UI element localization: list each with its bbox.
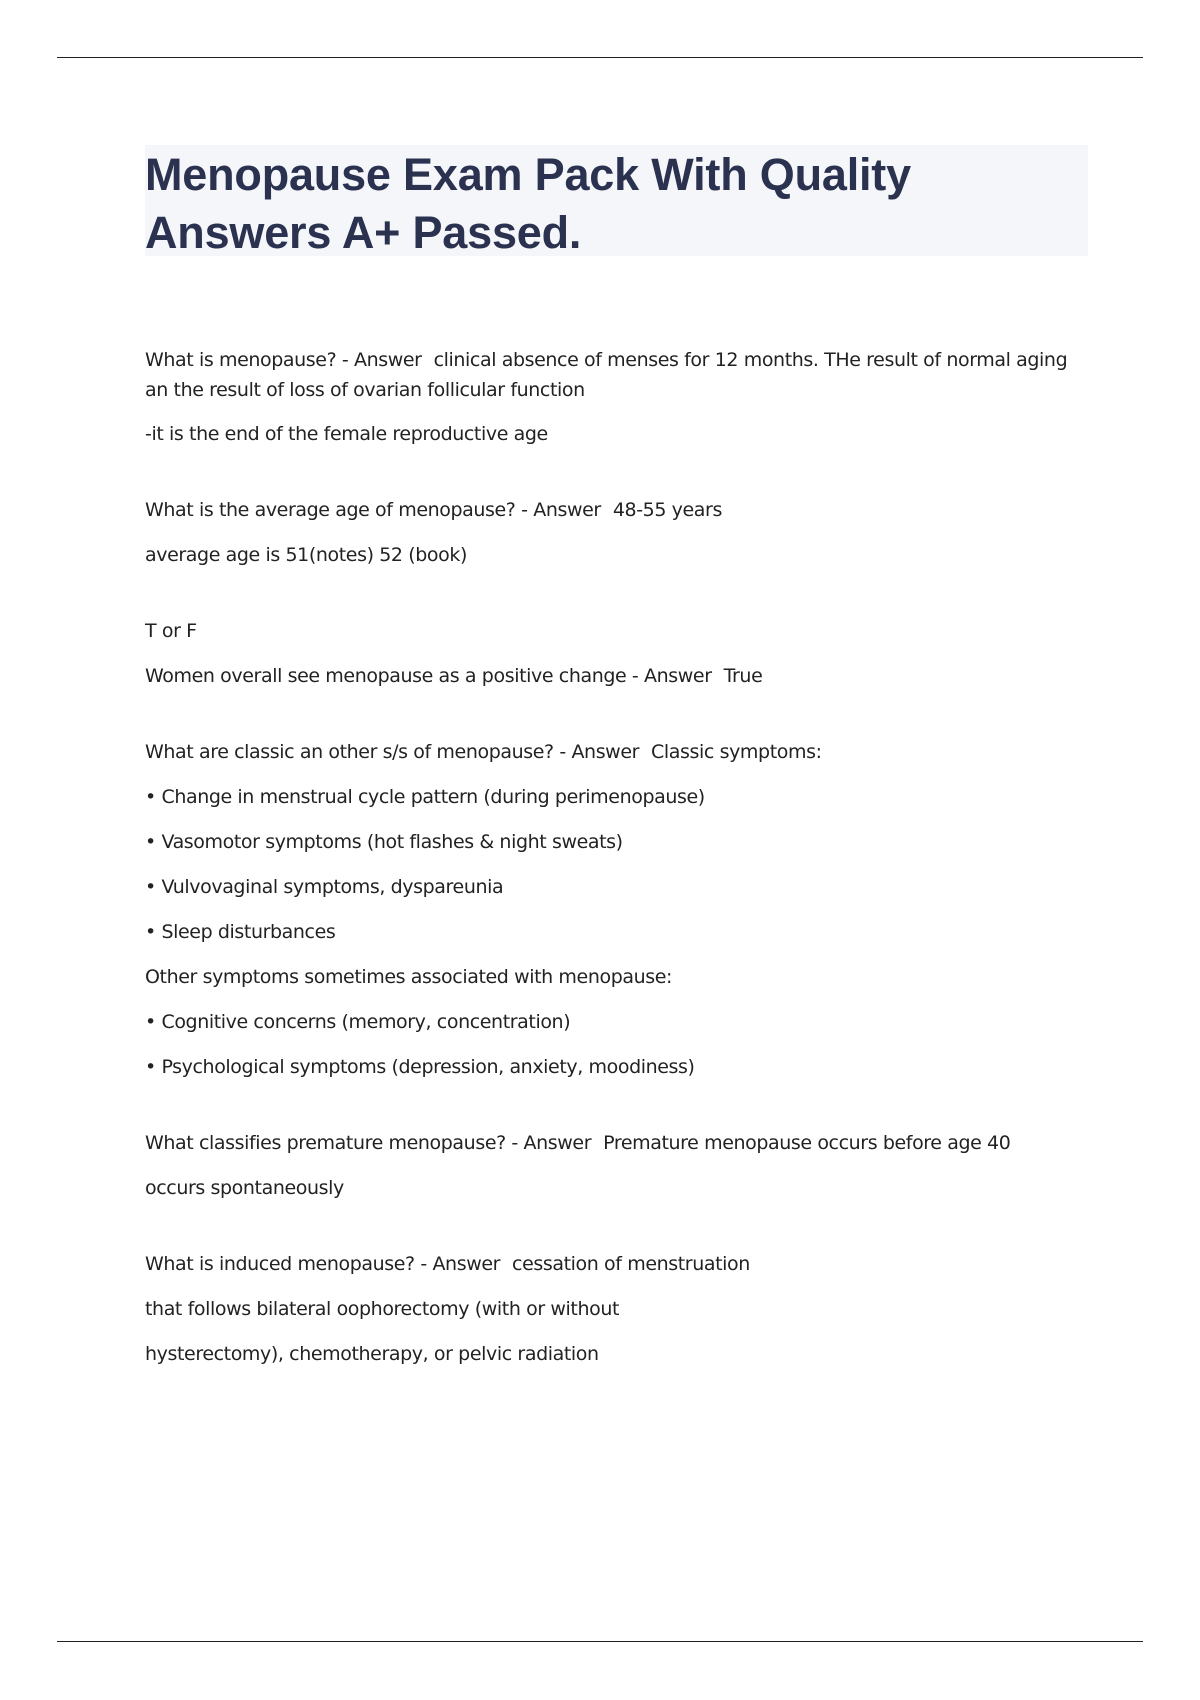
qa-extra-line: that follows bilateral oophorectomy (with or without (145, 1298, 620, 1320)
document-title: Menopause Exam Pack With Quality Answers A+ Passed. (145, 149, 911, 258)
qa-question: What is induced menopause? - Answer (145, 1253, 501, 1275)
qa-question: What is the average age of menopause? - Answer (145, 499, 601, 521)
qa-question-line (145, 345, 1090, 405)
qa-extra-line: Other symptoms sometimes associated with menopause: (145, 966, 673, 988)
qa-item (145, 737, 1090, 1082)
qa-question: Women overall see menopause as a positive change - Answer (145, 665, 712, 687)
qa-question-line (145, 737, 1090, 767)
qa-extra-line: • Change in menstrual cycle pattern (during perimenopause) (145, 786, 705, 808)
qa-item (145, 1128, 1090, 1203)
qa-extra-line: • Vulvovaginal symptoms, dyspareunia (145, 876, 504, 898)
qa-answer: True (723, 665, 763, 687)
qa-list (145, 345, 1090, 1415)
qa-answer: Premature menopause occurs before age 40 (603, 1132, 1011, 1154)
qa-extra-line: occurs spontaneously (145, 1177, 344, 1199)
qa-item (145, 495, 1090, 570)
qa-question-line (145, 495, 1090, 525)
qa-question-line (145, 1128, 1090, 1158)
qa-extra-line: • Cognitive concerns (memory, concentration) (145, 1011, 571, 1033)
qa-question-line (145, 661, 1090, 691)
qa-extra-line: hysterectomy), chemotherapy, or pelvic radiation (145, 1343, 599, 1365)
bottom-rule (57, 1641, 1143, 1642)
qa-extra-line: average age is 51(notes) 52 (book) (145, 544, 467, 566)
qa-question: What are classic an other s/s of menopause? - Answer (145, 741, 640, 763)
qa-question: What classifies premature menopause? - Answer (145, 1132, 592, 1154)
qa-answer: Classic symptoms: (651, 741, 822, 763)
qa-question: What is menopause? - Answer (145, 349, 422, 371)
qa-item (145, 345, 1090, 449)
qa-answer: cessation of menstruation (512, 1253, 750, 1275)
qa-prefix-line: T or F (145, 620, 197, 642)
qa-item (145, 616, 1090, 691)
qa-extra-line: • Psychological symptoms (depression, anxiety, moodiness) (145, 1056, 695, 1078)
qa-item (145, 1249, 1090, 1369)
top-rule (57, 57, 1143, 58)
qa-extra-line: • Sleep disturbances (145, 921, 336, 943)
qa-answer: clinical absence of menses for 12 months. THe result of normal aging an the result of loss of ovarian follicular function (145, 349, 1068, 401)
qa-extra-line: • Vasomotor symptoms (hot flashes & night sweats) (145, 831, 623, 853)
qa-answer: 48-55 years (612, 499, 722, 521)
qa-extra-line: -it is the end of the female reproductive age (145, 423, 548, 445)
qa-question-line (145, 1249, 1090, 1279)
